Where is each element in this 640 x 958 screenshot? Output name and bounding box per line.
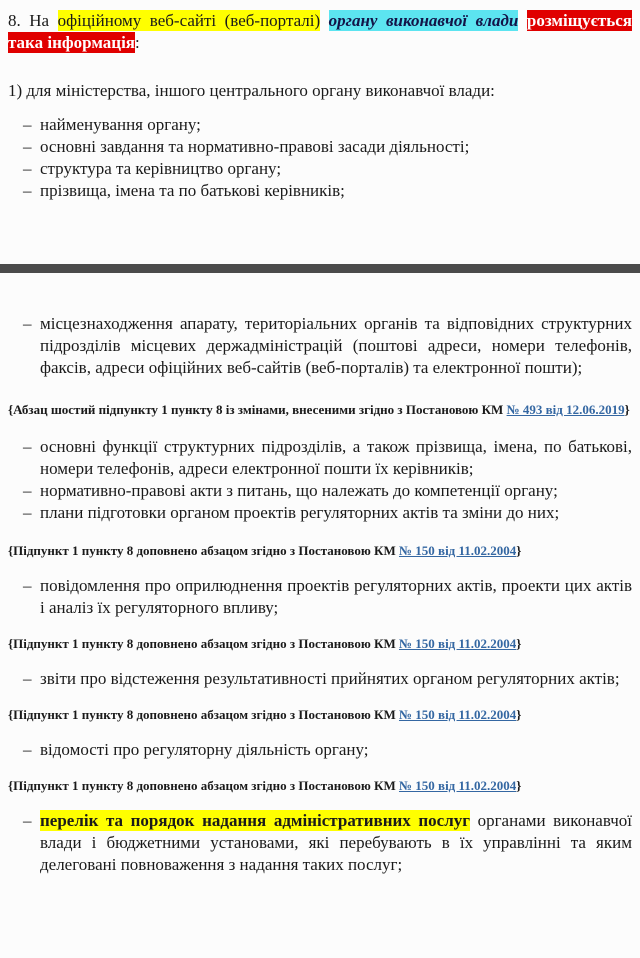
list-item: [8, 180, 632, 202]
list-item: [8, 480, 632, 502]
list-item-text: основні завдання та нормативно-правові засади діяльності;: [40, 137, 470, 156]
bullet-dash: –: [23, 811, 32, 830]
list-item-text: прізвища, імена та по батькові керівників;: [40, 181, 345, 200]
highlight-cyan-text: органу виконавчої влади: [328, 11, 519, 30]
bullet-dash: –: [23, 503, 32, 522]
bullet-list: [8, 668, 632, 690]
annotation-text: }: [516, 543, 522, 558]
bullet-list: [8, 313, 632, 379]
annotation: [8, 704, 632, 725]
bullet-list: [8, 114, 632, 202]
heading-colon: :: [135, 33, 140, 52]
list-item: [8, 313, 632, 379]
list-item: [8, 668, 632, 690]
bullet-dash: –: [23, 576, 32, 595]
list-item-text: найменування органу;: [40, 115, 201, 134]
heading-space: [518, 11, 527, 30]
list-item: [8, 575, 632, 619]
list-item: [8, 436, 632, 480]
bullet-dash: –: [23, 115, 32, 134]
annotation-link[interactable]: № 150 від 11.02.2004: [398, 778, 517, 793]
intro-paragraph: 1) для міністерства, іншого центрального органу виконавчої влади:: [8, 81, 495, 100]
list-item-text: відомості про регуляторну діяльність органу;: [40, 740, 369, 759]
annotation-text: {Підпункт 1 пункту 8 доповнено абзацом згідно з Постановою КМ: [8, 543, 399, 558]
annotation-link[interactable]: № 150 від 11.02.2004: [398, 636, 517, 651]
bullet-dash: –: [23, 481, 32, 500]
list-item: [8, 739, 632, 761]
list-item-text: місцезнаходження апарату, територіальних органів та відповідних структурних підрозділів місцевих держадміністрацій (поштові адреси, номери телефонів, факсів, адреси офіційних веб-сайтів (веб-порталів) та електронної пошти);: [40, 314, 632, 377]
heading-plain-text: 8. На: [8, 11, 58, 30]
annotation: [8, 399, 632, 420]
annotation-link[interactable]: № 493 від 12.06.2019: [506, 402, 625, 417]
bullet-dash: –: [23, 159, 32, 178]
annotation-text: }: [516, 636, 522, 651]
annotation-text: }: [516, 707, 522, 722]
list-item: [8, 158, 632, 180]
bullet-dash: –: [23, 669, 32, 688]
list-item: [8, 502, 632, 524]
highlight-yellow-text: офіційному веб-сайті (веб-порталі): [57, 11, 321, 30]
heading-space: [320, 11, 329, 30]
bullet-dash: –: [23, 437, 32, 456]
list-item: [8, 136, 632, 158]
annotation-text: {Підпункт 1 пункту 8 доповнено абзацом згідно з Постановою КМ: [8, 707, 399, 722]
annotation-text: {Підпункт 1 пункту 8 доповнено абзацом згідно з Постановою КМ: [8, 778, 399, 793]
highlight-red-text: розміщується така інформація: [8, 11, 633, 52]
annotation-link[interactable]: № 150 від 11.02.2004: [398, 543, 517, 558]
annotation-text: }: [624, 402, 630, 417]
annotation-text: }: [516, 778, 522, 793]
annotation-text: {Підпункт 1 пункту 8 доповнено абзацом згідно з Постановою КМ: [8, 636, 399, 651]
bullet-list: [8, 810, 632, 876]
bullet-list: [8, 436, 632, 524]
annotation: [8, 633, 632, 654]
bullet-dash: –: [23, 137, 32, 156]
list-item: [8, 810, 632, 876]
highlight-yellow-bold-text: перелік та порядок надання адміністративних послуг: [40, 811, 470, 830]
annotation: [8, 540, 632, 561]
annotation-link[interactable]: № 150 від 11.02.2004: [398, 707, 517, 722]
bullet-list: [8, 575, 632, 619]
bullet-dash: –: [23, 181, 32, 200]
list-item-text: плани підготовки органом проектів регуляторних актів та зміни до них;: [40, 503, 560, 522]
list-item-text: звіти про відстеження результативності прийнятих органом регуляторних актів;: [40, 669, 620, 688]
list-item-text: повідомлення про оприлюднення проектів регуляторних актів, проекти цих актів і аналіз їх регуляторного впливу;: [40, 576, 632, 617]
annotation-text: {Абзац шостий підпункту 1 пункту 8 із змінами, внесеними згідно з Постановою КМ: [8, 402, 507, 417]
page-divider: [0, 264, 640, 273]
bullet-list: [8, 739, 632, 761]
list-item-text: нормативно-правові акти з питань, що належать до компетенції органу;: [40, 481, 558, 500]
bullet-dash: –: [23, 740, 32, 759]
list-item: [8, 114, 632, 136]
annotation: [8, 775, 632, 796]
list-item-text: основні функції структурних підрозділів, а також прізвища, імена, по батькові, номери телефонів, адреси електронної пошти їх керівників;: [40, 437, 632, 478]
bullet-dash: –: [23, 314, 32, 333]
list-item-text: структура та керівництво органу;: [40, 159, 282, 178]
heading-paragraph: [8, 10, 632, 54]
list-item-text: органами виконавчої влади і бюджетними установами, які перебувають в їх управлінні та яким делеговані повноваження з надання таких послуг;: [40, 811, 632, 874]
